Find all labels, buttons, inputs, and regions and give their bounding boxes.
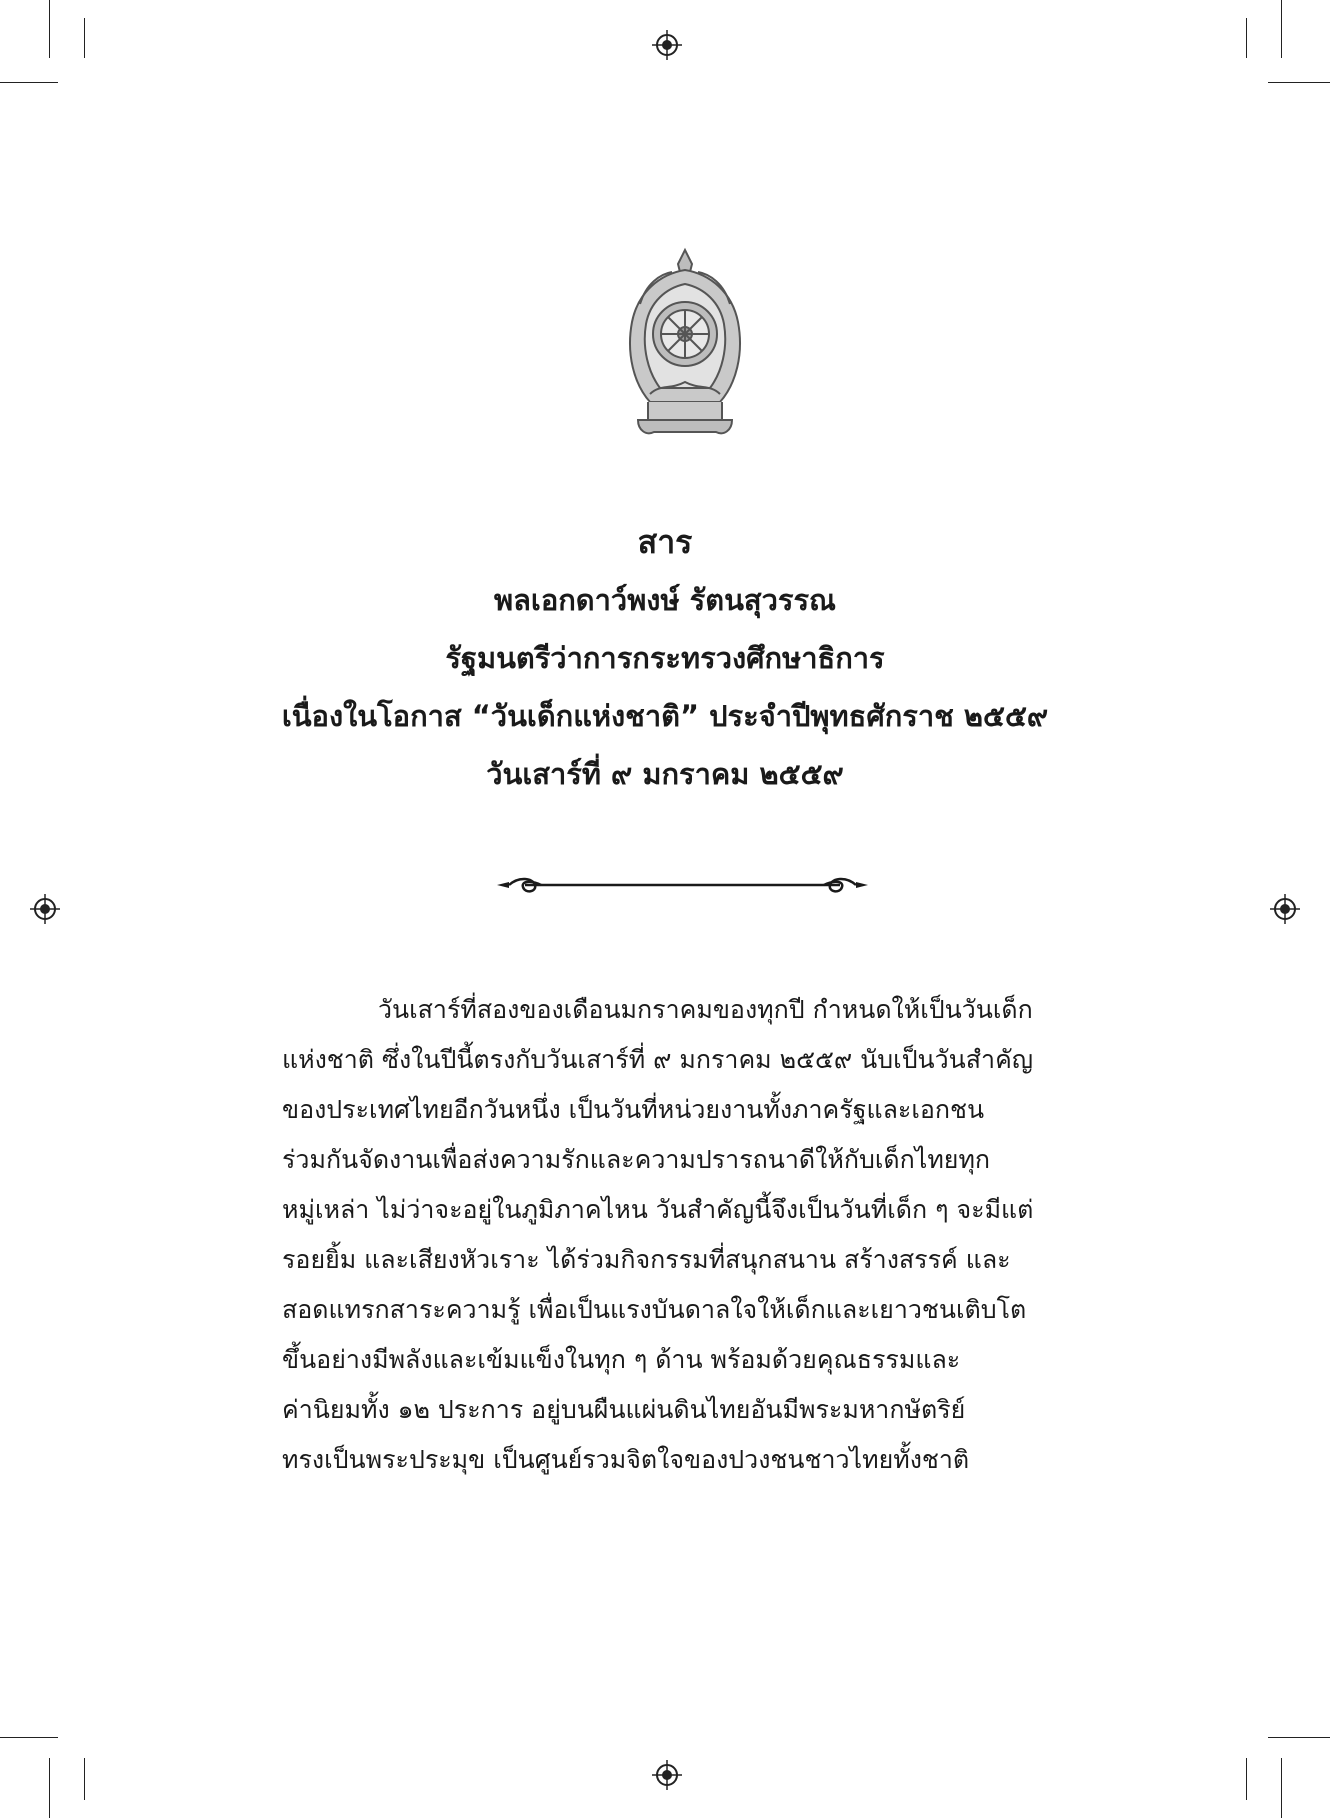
crop-mark: [1246, 18, 1247, 58]
crop-mark: [1268, 1737, 1330, 1738]
body-line: ร่วมกันจัดงานเพื่อส่งความรักและความปรารถนาดีให้กับเด็กไทยทุก: [282, 1145, 991, 1174]
body-line: สอดแทรกสาระความรู้ เพื่อเป็นแรงบันดาลใจให้เด็กและเยาวชนเติบโต: [282, 1295, 1027, 1324]
message-heading: [0, 513, 1330, 803]
message-body: [282, 985, 1092, 1485]
crop-mark: [49, 0, 50, 58]
ornamental-divider-icon: [495, 872, 870, 898]
heading-date: วันเสาร์ที่ ๙ มกราคม ๒๕๕๙: [486, 757, 844, 791]
crop-mark: [1281, 0, 1282, 58]
body-line: หมู่เหล่า ไม่ว่าจะอยู่ในภูมิภาคไหน วันสำคัญนี้จึงเป็นวันที่เด็ก ๆ จะมีแต่: [282, 1195, 1034, 1224]
body-line: ขึ้นอย่างมีพลังและเข้มแข็งในทุก ๆ ด้าน พร้อมด้วยคุณธรรมและ: [282, 1345, 961, 1374]
registration-mark-icon: [1270, 894, 1300, 924]
body-line: แห่งชาติ ซึ่งในปีนี้ตรงกับวันเสาร์ที่ ๙ มกราคม ๒๕๕๙ นับเป็นวันสำคัญ: [282, 1045, 1034, 1074]
crop-mark: [49, 1758, 50, 1818]
body-line: วันเสาร์ที่สองของเดือนมกราคมของทุกปี กำหนดให้เป็นวันเด็ก: [378, 995, 1033, 1024]
crop-mark: [0, 1737, 58, 1738]
crop-mark: [1281, 1758, 1282, 1818]
heading-occasion: เนื่องในโอกาส “วันเด็กแห่งชาติ” ประจำปีพุทธศักราช ๒๕๕๙: [281, 699, 1049, 733]
body-line: ของประเทศไทยอีกวันหนึ่ง เป็นวันที่หน่วยงานทั้งภาครัฐและเอกชน: [282, 1095, 985, 1124]
crop-mark: [84, 18, 85, 58]
heading-name: พลเอกดาว์พงษ์ รัตนสุวรรณ: [494, 583, 836, 617]
registration-mark-icon: [652, 1760, 682, 1790]
registration-mark-icon: [652, 30, 682, 60]
heading-position: รัฐมนตรีว่าการกระทรวงศึกษาธิการ: [445, 641, 885, 675]
body-line: ทรงเป็นพระประมุข เป็นศูนย์รวมจิตใจของปวงชนชาวไทยทั้งชาติ: [282, 1445, 970, 1474]
crop-mark: [1246, 1758, 1247, 1800]
crop-mark: [1268, 82, 1330, 83]
ministry-seal-icon: [620, 244, 750, 444]
crop-mark: [84, 1758, 85, 1800]
body-line: ค่านิยมทั้ง ๑๒ ประการ อยู่บนผืนแผ่นดินไทยอันมีพระมหากษัตริย์: [282, 1395, 966, 1424]
crop-mark: [0, 82, 58, 83]
heading-title: สาร: [637, 523, 693, 561]
body-line: รอยยิ้ม และเสียงหัวเราะ ได้ร่วมกิจกรรมที่สนุกสนาน สร้างสรรค์ และ: [282, 1245, 1011, 1274]
registration-mark-icon: [30, 894, 60, 924]
